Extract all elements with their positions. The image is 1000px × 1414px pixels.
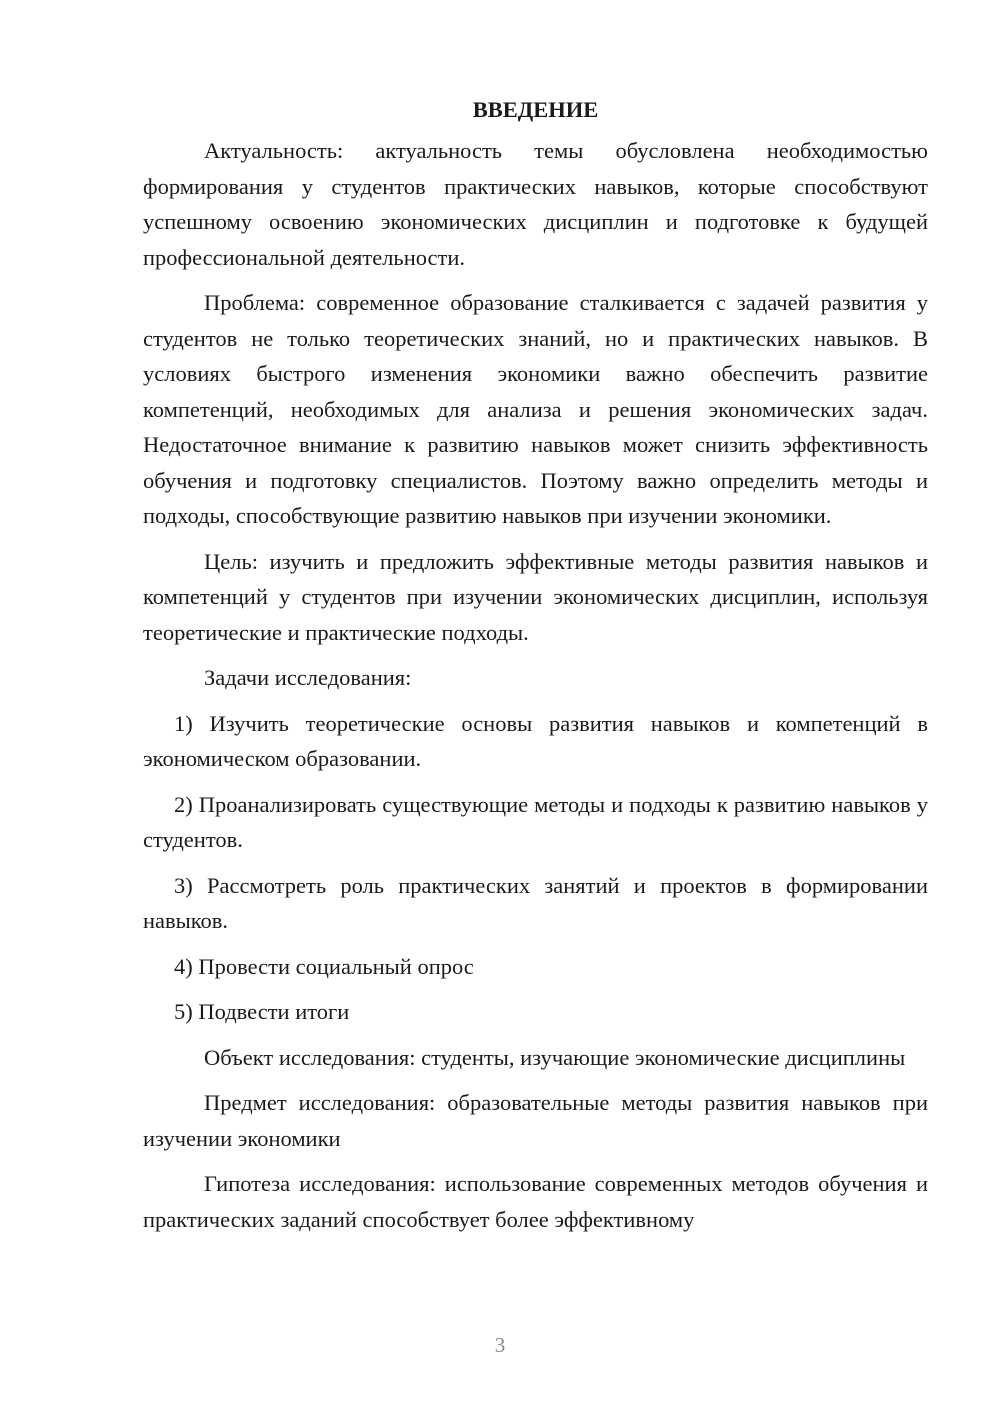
- page-number: 3: [494, 1333, 506, 1357]
- paragraph-object: Объект исследования: студенты, изучающие экономические дисциплины: [204, 1044, 906, 1070]
- task-item-3: 3) Рассмотреть роль практических занятий и проектов в формировании навыков.: [143, 872, 928, 933]
- paragraph-subject: Предмет исследования: образовательные методы развития навыков при изучении экономики: [143, 1090, 928, 1151]
- paragraph-goal: Цель: изучить и предложить эффективные методы развития навыков и компетенций у студентов при изучении экономических дисциплин, используя теоретические и практические подходы.: [143, 548, 928, 645]
- paragraph-hypothesis: Гипотеза исследования: использование современных методов обучения и практических заданий способствует более эффективному: [143, 1171, 928, 1232]
- paragraph-relevance: Актуальность: актуальность темы обусловлена необходимостью формирования у студентов практических навыков, которые способствуют успешному освоению экономических дисциплин и подготовке к будущей профессиональной деятельности.: [143, 138, 928, 270]
- task-item-4: 4) Провести социальный опрос: [174, 953, 474, 979]
- document-page: [143, 92, 928, 1237]
- paragraph-problem: Проблема: современное образование сталкивается с задачей развития у студентов не только теоретических знаний, но и практических навыков. В условиях быстрого изменения экономики важно обеспечить развитие компетенций, необходимых для анализа и решения экономических задач. Недостаточное внимание к развитию навыков может снизить эффективность обучения и подготовку специалистов. Поэтому важно определить методы и подходы, способствующие развитию навыков при изучении экономики.: [143, 290, 928, 528]
- task-item-5: 5) Подвести итоги: [174, 999, 350, 1024]
- page-title: ВВЕДЕНИЕ: [472, 97, 599, 122]
- task-item-2: 2) Проанализировать существующие методы и подходы к развитию навыков у студентов.: [143, 791, 928, 852]
- task-item-1: 1) Изучить теоретические основы развития навыков и компетенций в экономическом образовании.: [143, 710, 928, 771]
- tasks-heading: Задачи исследования:: [204, 665, 412, 690]
